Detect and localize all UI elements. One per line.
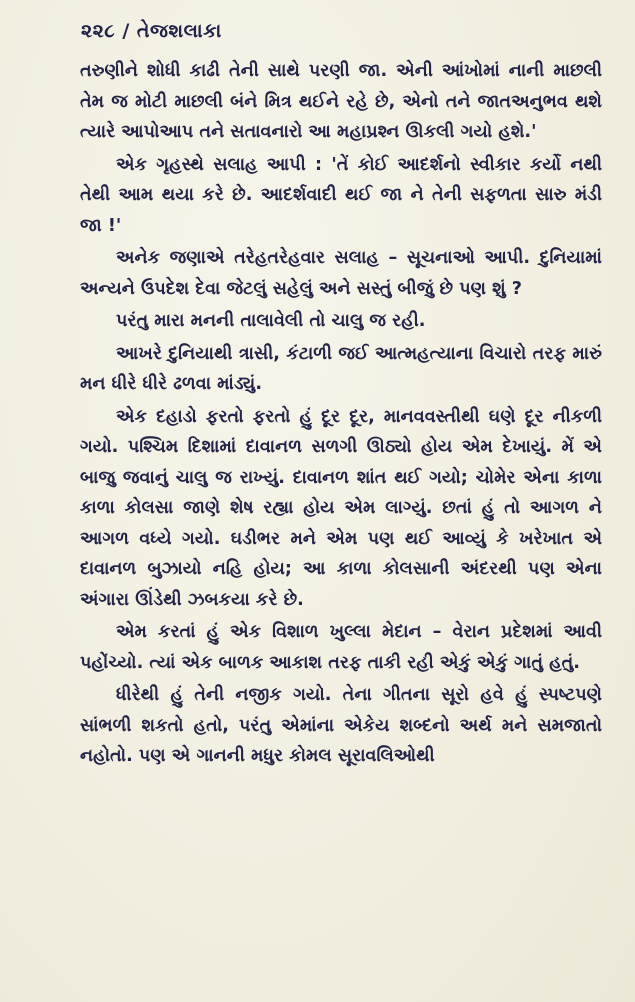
- paragraph-6: એક દહાડો ફરતો ફરતો હું દૂર દૂર, માનવવસ્તીથી ઘણે દૂર નીકળી ગયો. પશ્ચિમ દિશામાં દાવાનળ સળગી ઊઠ્યો હોય એમ દેખાયું. મેં એ બાજુ જવાનું ચાલુ જ રાખ્યું. દાવાનળ શાંત થઈ ગયો; ચોમેર એના કાળા કાળા કોલસા જાણે શેષ રહ્યા હોય એમ લાગ્યું. છતાં હું તો આગળ ને આગળ વધ્યે ગયો. ઘડીભર મને એમ પણ થઈ આવ્યું કે ખરેખાત એ દાવાનળ બુઝાયો નહિ હોય; આ કાળા કોલસાની અંદરથી પણ એના અંગારા ઊંડેથી ઝબકયા કરે છે.: [80, 406, 602, 610]
- paragraph-7: એમ કરતાં હું એક વિશાળ ખુલ્લા મેદાન – વેરાન પ્રદેશમાં આવી પહોંચ્યો. ત્યાં એક બાળક આકાશ તરફ તાકી રહી એકું એકું ગાતું હતું.: [80, 622, 602, 673]
- paragraph-4: પરંતુ મારા મનની તાલાવેલી તો ચાલુ જ રહી.: [116, 311, 426, 331]
- paragraph-1: તરુણીને શોધી કાઢી તેની સાથે પરણી જા. એની આંખોમાં નાની માછલી તેમ જ મોટી માછલી બંને મિત્ર થઈને રહે છે, એનો તને જાતઅનુભવ થશે ત્યારે આપોઆપ તને સતાવનારો આ મહાપ્રશ્ન ઊકલી ગયો હશે.': [80, 61, 602, 142]
- paragraph-5: આખરે દુનિયાથી ત્રાસી, કંટાળી જઈ આત્મહત્યાના વિચારો તરફ મારું મન ધીરે ધીરે ઢળવા માંડ્યું.: [80, 343, 602, 394]
- paragraph-2: એક ગૃહસ્થે સલાહ આપી : 'તેં કોઈ આદર્શનો સ્વીકાર કર્યો નથી તેથી આમ થયા કરે છે. આદર્શવાદી થઈ જા ને તેની સફળતા સારુ મંડી જા !': [80, 154, 602, 236]
- body-text: [80, 56, 602, 774]
- paragraph-3: અનેક જણાએ તરેહતરેહવાર સલાહ – સૂચનાઓ આપી. દુનિયામાં અન્યને ઉપદેશ દેવા જેટલું સહેલું અને સસ્તું બીજું છે પણ શું ?: [80, 248, 602, 299]
- paragraph-8: ધીરેથી હું તેની નજીક ગયો. તેના ગીતના સૂરો હવે હું સ્પષ્ટપણે સાંભળી શકતો હતો, પરંતુ એમાંના એકેય શબ્દનો અર્થ મને સમજાતો નહોતો. પણ એ ગાનની મધુર કોમલ સૂરાવલિઓથી: [80, 685, 602, 766]
- running-head: ૨૨૮ / તેજશલાકા: [81, 20, 222, 42]
